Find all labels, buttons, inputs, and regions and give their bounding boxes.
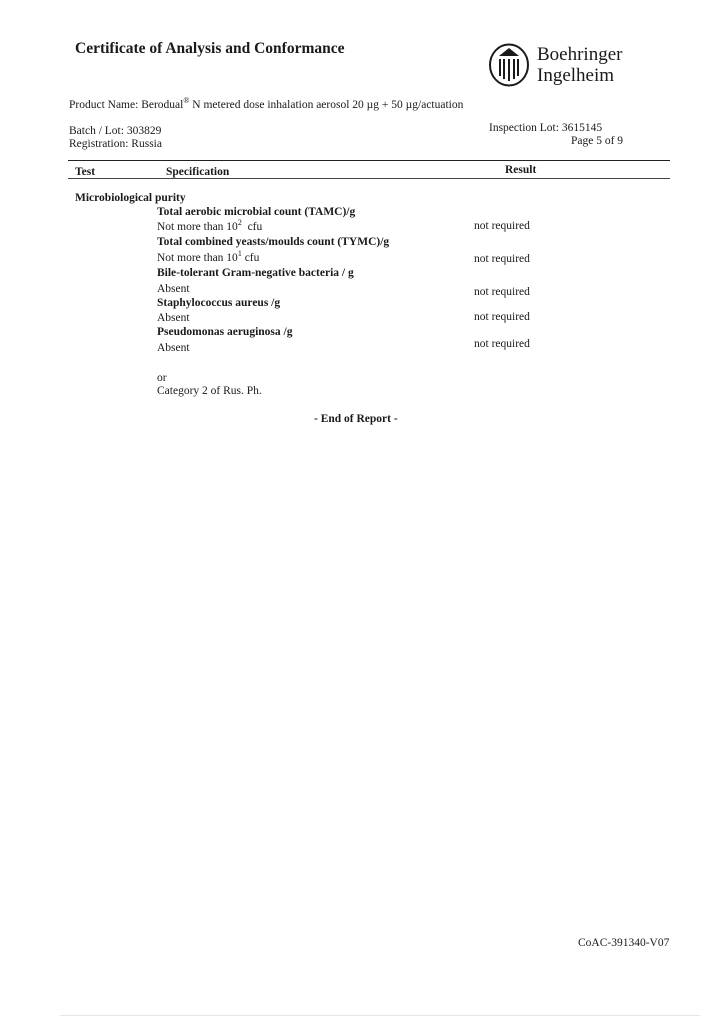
test-name: Total combined yeasts/moulds count (TYMC)/g [157,236,390,248]
product-description: N metered dose inhalation aerosol 20 µg + 50 µg/actuation [189,99,464,111]
test-specification: Not more than $10^2$ cfu [157,218,263,233]
inspection-value: 3615145 [561,122,603,134]
batch-label: Batch / Lot: [69,125,124,137]
column-header-specification: Specification [166,166,230,178]
registration-value: Russia [131,138,162,150]
test-specification: Not more than $10^1$ cfu [157,249,260,264]
logo-line-1: Boehringer [537,44,623,65]
batch-value: 303829 [126,125,162,137]
scan-edge-line [60,1015,700,1016]
registration [69,138,162,150]
header-rule-top [68,160,670,161]
test-specification: Absent [157,283,190,295]
batch-lot [69,125,161,137]
end-of-report: - End of Report - [314,413,398,425]
test-specification: Absent [157,342,190,354]
product-name: Berodual [141,99,184,111]
test-result: not required [474,338,530,350]
test-result: not required [474,220,530,232]
test-result: not required [474,253,530,265]
test-name: Total aerobic microbial count (TAMC)/g [157,206,356,218]
logo-wordmark [537,44,622,86]
test-result: not required [474,286,530,298]
document-title: Certificate of Analysis and Conformance [75,40,345,57]
boehringer-ingelheim-logo-icon [488,43,530,87]
test-specification: Absent [157,312,190,324]
column-header-test: Test [75,166,96,178]
or-text: or [157,372,167,384]
logo-line-2: Ingelheim [537,65,615,86]
footer-document-code: CoAC-391340-V07 [578,937,670,949]
inspection-lot [489,122,602,134]
product-name-line [69,96,464,111]
test-result: not required [474,311,530,323]
column-header-result: Result [505,164,537,176]
registration-label: Registration: [69,138,129,150]
registered-mark: ® [183,96,190,106]
test-name: Pseudomonas aeruginosa /g [157,326,293,338]
test-name: Bile-tolerant Gram-negative bacteria / g [157,267,354,279]
header-rule-bottom [68,178,670,179]
company-logo [488,43,638,89]
inspection-label: Inspection Lot: [489,122,559,134]
category-text: Category 2 of Rus. Ph. [157,385,262,397]
page-number: Page 5 of 9 [571,135,624,147]
test-name: Staphylococcus aureus /g [157,297,281,309]
product-label: Product Name: [69,99,139,111]
section-title: Microbiological purity [75,192,186,204]
